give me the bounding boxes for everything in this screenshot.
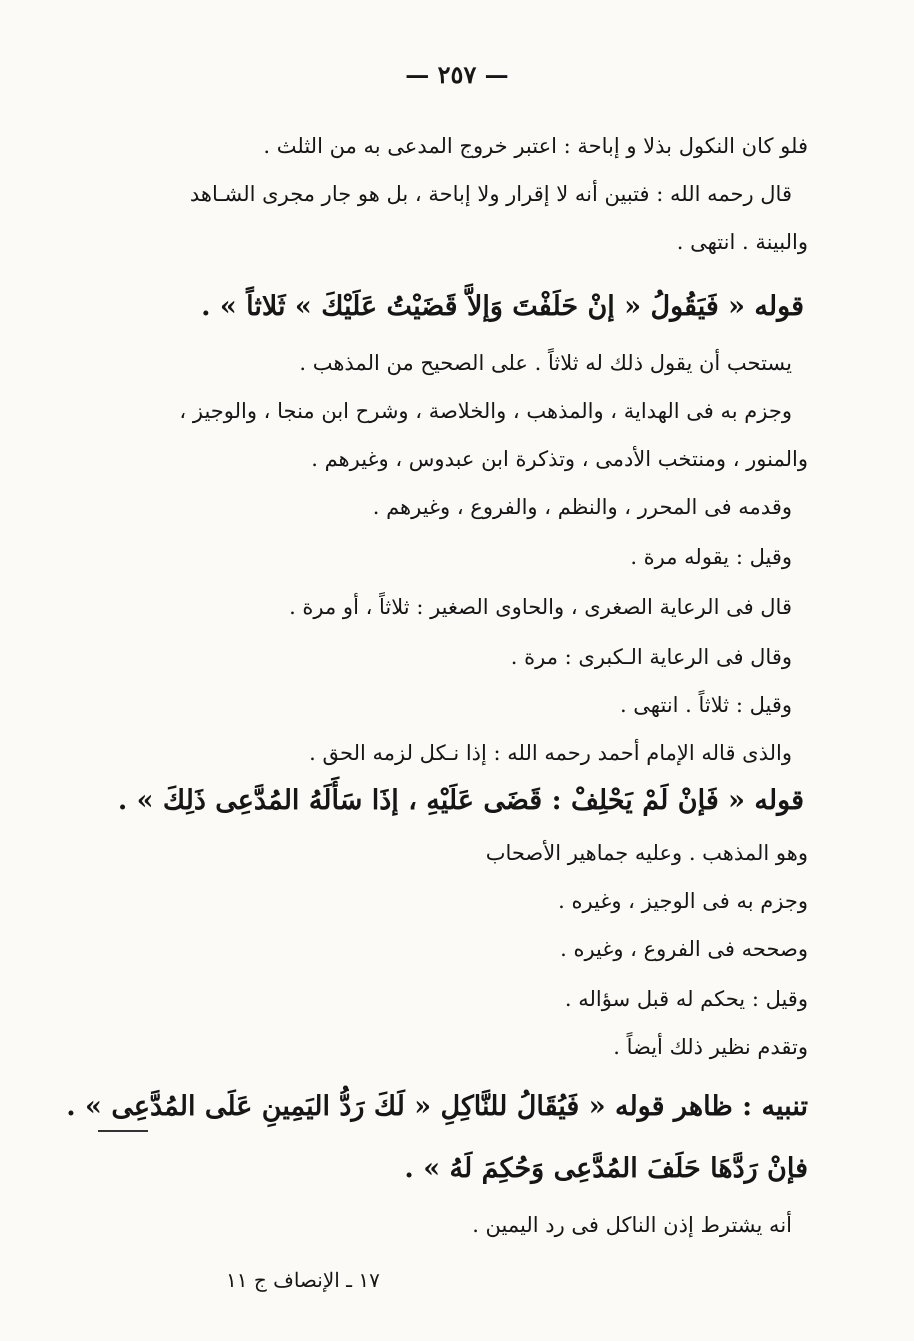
text-line: وصححه فى الفروع ، وغيره . [560, 937, 808, 961]
text-line: أنه يشترط إذن الناكل فى رد اليمين . [472, 1213, 792, 1237]
note-heading-line: تنبيه : ظاهر قوله « فَيُقَالُ للنَّاكِلِ « لَكَ رَدُّ اليَمِينِ عَلَى المُدَّعِى » . [66, 1091, 808, 1122]
page-number: — ٢٥٧ — [405, 60, 509, 89]
text-line: وقدمه فى المحرر ، والنظم ، والفروع ، وغيرهم . [372, 495, 792, 519]
text-line: وقال فى الرعاية الـكبرى : مرة . [510, 645, 792, 669]
text-line: قال فى الرعاية الصغرى ، والحاوى الصغير : ثلاثاً ، أو مرة . [289, 595, 792, 619]
text-line: يستحب أن يقول ذلك له ثلاثاً . على الصحيح من المذهب . [299, 351, 792, 375]
text-line: وقيل : يحكم له قبل سؤاله . [564, 987, 808, 1011]
text-line: والمنور ، ومنتخب الأدمى ، وتذكرة ابن عبدوس ، وغيرهم . [311, 447, 808, 471]
heading-line: قوله « فَيَقُولُ « إنْ حَلَفْتَ وَإلاَّ قَضَيْتُ عَلَيْكَ » ثَلاثاً » . [201, 291, 804, 322]
heading-line: فإنْ رَدَّهَا حَلَفَ المُدَّعِى وَحُكِمَ لَهُ » . [404, 1153, 808, 1184]
text-line: قال رحمه الله : فتبين أنه لا إقرار ولا إباحة ، بل هو جار مجرى الشـاهد [189, 182, 792, 206]
text-line: وهو المذهب . وعليه جماهير الأصحاب [485, 841, 808, 865]
text-line: وجزم به فى الوجيز ، وغيره . [558, 889, 808, 913]
text-line: وجزم به فى الهداية ، والمذهب ، والخلاصة ، وشرح ابن منجا ، والوجيز ، [179, 399, 792, 423]
note-underline [98, 1130, 148, 1132]
text-line: والبينة . انتهى . [676, 230, 808, 254]
text-line: وقيل : ثلاثاً . انتهى . [619, 693, 792, 717]
text-line: فلو كان النكول بذلا و إباحة : اعتبر خروج المدعى به من الثلث . [263, 134, 808, 158]
footer-signature: ١٧ ـ الإنصاف ج ١١ [226, 1268, 380, 1292]
heading-line: قوله « فَإنْ لَمْ يَحْلِفْ : قَضَى عَلَيْهِ ، إذَا سَأَلَهُ المُدَّعِى ذَلِكَ » . [117, 785, 804, 816]
text-line: والذى قاله الإمام أحمد رحمه الله : إذا نـكل لزمه الحق . [309, 741, 792, 765]
text-line: وتقدم نظير ذلك أيضاً . [613, 1035, 808, 1059]
text-line: وقيل : يقوله مرة . [630, 545, 792, 569]
